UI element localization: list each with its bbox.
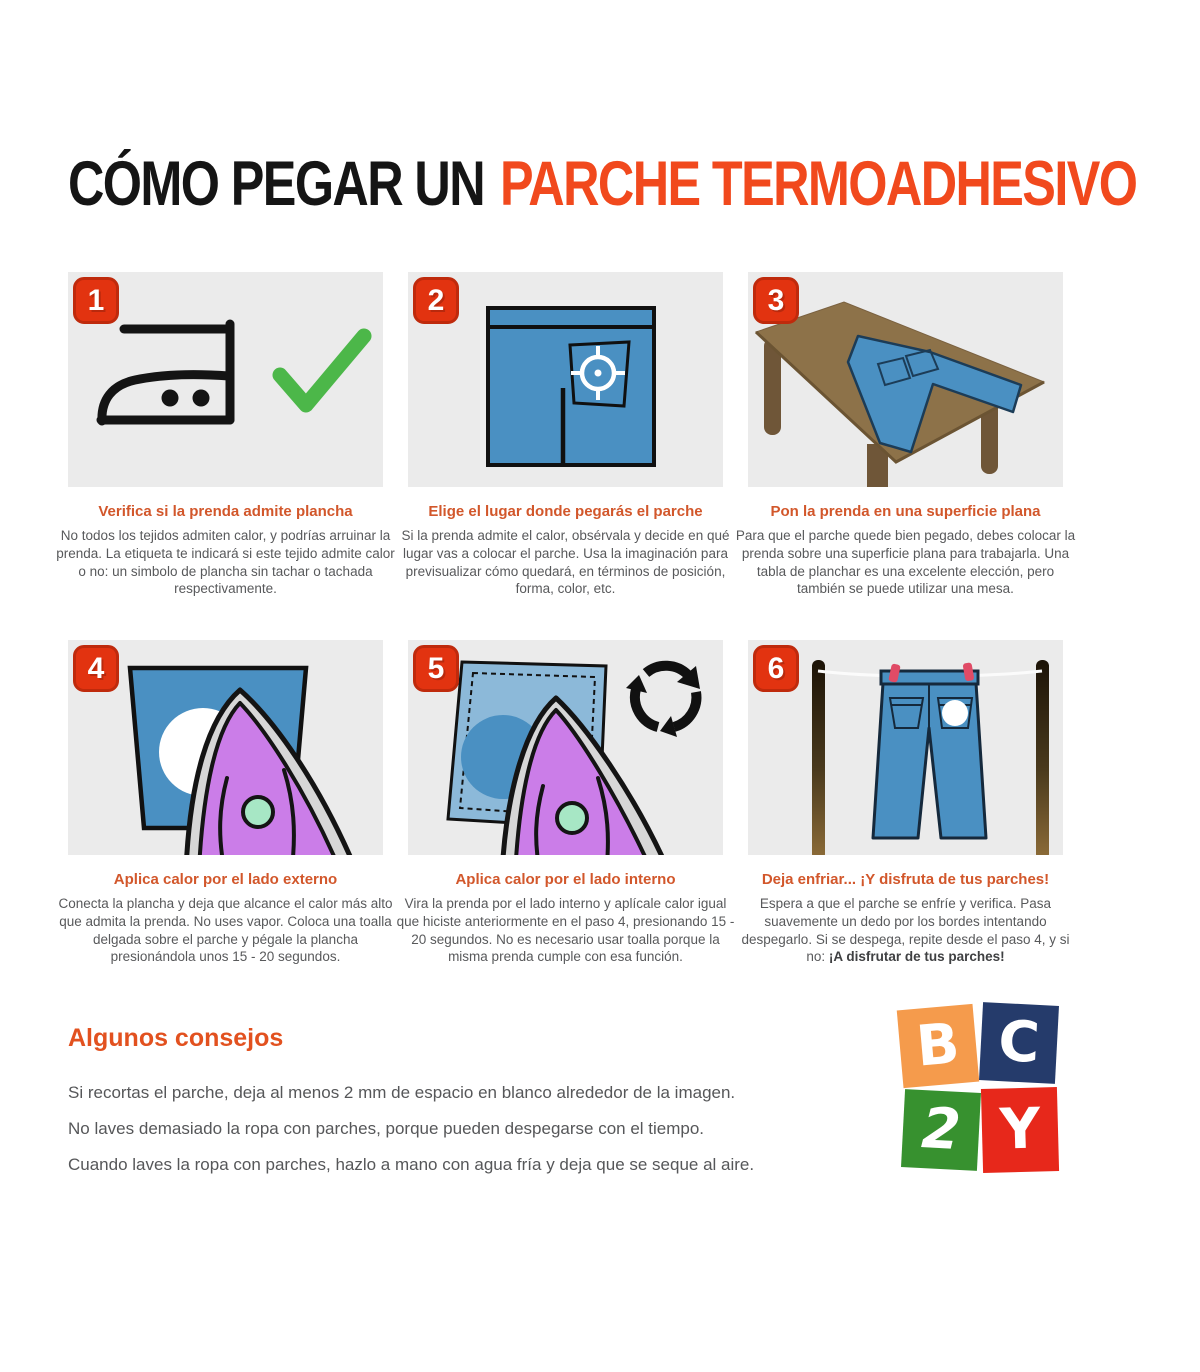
step-number-badge: 6 — [753, 645, 799, 692]
tips-heading: Algunos consejos — [68, 1024, 284, 1052]
step-6-figure — [748, 640, 1063, 855]
step-2-body: Si la prenda admite el calor, obsérvala y decide en qué lugar vas a colocar el parche. Usa la imaginación para previsualizar cómo quedará, en términos de posición, forma, color, etc. — [401, 528, 730, 597]
step-3-figure — [748, 272, 1063, 487]
step-number-badge: 2 — [413, 277, 459, 324]
steps-row-2 — [58, 640, 1070, 966]
step-5-body: Vira la prenda por el lado interno y aplícale calor igual que hiciste anteriormente en el paso 4, presionando 15 - 20 segundos. No es necesario usar toalla porque la misma prenda cumple con esa función. — [396, 896, 735, 965]
step-1-heading: Verifica si la prenda admite plancha — [98, 503, 353, 520]
step-3-heading: Pon la prenda en una superficie plana — [770, 503, 1041, 520]
logo-tile-y: Y — [981, 1087, 1059, 1173]
step-4-body: Conecta la plancha y deja que alcance el calor más alto que admita la prenda. No uses vapor. Coloca una toalla delgada sobre el parche y pégale la plancha presionándola unos 15 - 20 segundos. — [58, 896, 393, 965]
rotate-icon — [626, 666, 700, 737]
step-2-figure — [408, 272, 723, 487]
page-title-accent: PARCHE TERMOADHESIVO — [500, 149, 1137, 219]
logo-tile-2: 2 — [901, 1089, 981, 1171]
step-2-heading: Elige el lugar donde pegarás el parche — [428, 503, 703, 520]
step-card-4 — [58, 640, 393, 966]
tips-section — [68, 1024, 788, 1191]
hanging-jeans — [873, 671, 986, 838]
step-6-body: Espera a que el parche se enfríe y verifica. Pasa suavemente un dedo por los bordes intentando despegarlo. Si se despega, repite desde el paso 4, y si no: ¡A disfrutar de tus parches! — [741, 896, 1070, 965]
step-number-badge: 4 — [73, 645, 119, 692]
step-4-heading: Aplica calor por el lado externo — [113, 871, 338, 888]
patch-circle — [942, 700, 968, 726]
step-5-heading: Aplica calor por el lado interno — [455, 871, 676, 888]
step-card-5 — [396, 640, 735, 966]
step-number-badge: 1 — [73, 277, 119, 324]
step-card-6 — [741, 640, 1070, 966]
step-card-3 — [735, 272, 1076, 598]
checkmark-icon — [280, 336, 364, 405]
step-number-badge: 5 — [413, 645, 459, 692]
step-1-figure — [68, 272, 383, 487]
step-3-body: Para que el parche quede bien pegado, debes colocar la prenda sobre una superficie plana para trabajarla. Una tabla de planchar es una excelente elección, pero también se puede utilizar una mesa. — [735, 528, 1076, 597]
step-5-figure — [408, 640, 723, 855]
tip-item: Si recortas el parche, deja al menos 2 mm de espacio en blanco alrededor de la imagen. — [68, 1083, 736, 1102]
step-4-figure — [68, 640, 383, 855]
left-pole — [812, 660, 825, 855]
steps-row-1 — [56, 272, 1076, 598]
right-pole — [1036, 660, 1049, 855]
step-6-body-bold: ¡A disfrutar de tus parches! — [828, 949, 1005, 965]
logo-tile-b: B — [897, 1004, 980, 1088]
logo-tile-c: C — [979, 1002, 1059, 1084]
step-number-badge: 3 — [753, 277, 799, 324]
bc2y-logo — [900, 1004, 1062, 1172]
tip-item: Cuando laves la ropa con parches, hazlo a mano con agua fría y deja que se seque al aire. — [68, 1155, 755, 1174]
page-title-black: CÓMO PEGAR UN — [68, 149, 485, 219]
step-6-heading: Deja enfriar... ¡Y disfruta de tus parches! — [761, 871, 1050, 888]
page-title — [68, 149, 1137, 219]
step-1-body: No todos los tejidos admiten calor, y podrías arruinar la prenda. La etiqueta te indicará si este tejido admite calor o no: un simbolo de plancha sin tachar o tachada respectivamente. — [56, 528, 395, 597]
tip-item: No laves demasiado la ropa con parches, porque pueden despegarse con el tiempo. — [68, 1119, 705, 1138]
step-card-1 — [56, 272, 395, 598]
step-card-2 — [401, 272, 730, 598]
